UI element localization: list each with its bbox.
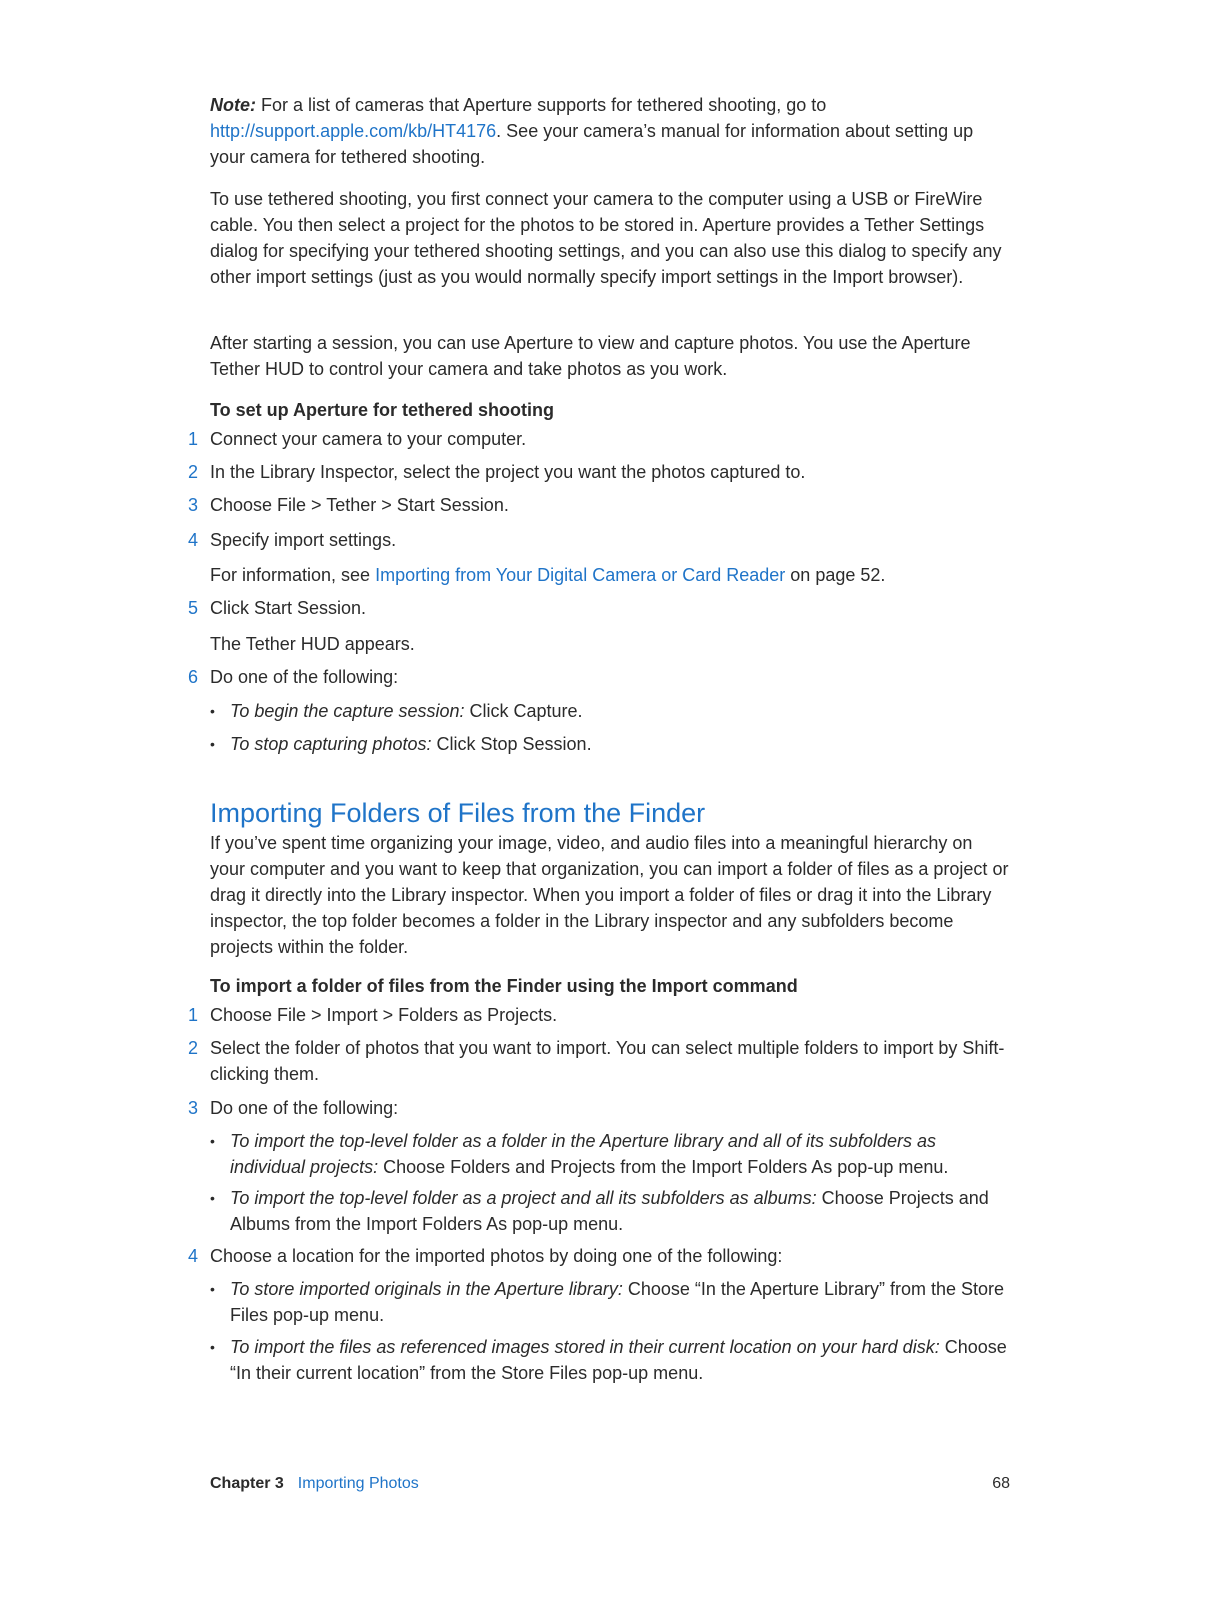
list-item [188,595,1010,621]
step-text: Specify import settings. [210,530,397,550]
step-result: The Tether HUD appears. [210,634,415,654]
section-title: Importing Folders of Files from the Finder [210,798,706,828]
bullet-text: Click Stop Session. [436,734,592,754]
bullet-text: Choose Projects and Albums from the Import Folders As pop-up menu. [230,1188,989,1234]
bullet-italic: To import the files as referenced images stored in their current location on your hard disk: [230,1337,940,1357]
page-footer [210,1474,1010,1494]
bullet-text: Click Capture. [469,701,583,721]
step-info [210,562,1010,588]
bullet-italic: To begin the capture session: [230,701,465,721]
page-number: 68 [992,1475,1010,1492]
step-number: 3 [188,1098,199,1118]
info-text-after: on page 52. [790,565,886,585]
bullet-item [210,1334,1010,1386]
task-heading: To import a folder of files from the Finder using the Import command [210,976,798,996]
camera-import-link[interactable]: Importing from Your Digital Camera or Card Reader [375,565,786,585]
step-text: Choose a location for the imported photos by doing one of the following: [210,1246,783,1266]
task-heading: To set up Aperture for tethered shooting [210,400,555,420]
step-number: 2 [188,462,199,482]
info-text: For information, see [210,565,371,585]
bullet-text: Choose “In the Aperture Library” from the Store Files pop-up menu. [230,1279,1005,1325]
note-text-after: . See your camera’s manual for information about setting up your camera for tethered shooting. [210,121,974,167]
step-text: Connect your camera to your computer. [210,429,527,449]
note-label: Note: [210,95,256,115]
section-intro: If you’ve spent time organizing your image, video, and audio files into a meaningful hierarchy on your computer and you want to keep that organization, you can import a folder of files as a project or drag it directly into the Library inspector. When you import a folder of files or drag it into the Library inspector, the top folder becomes a folder in the Library inspector and any subfolders become projects within the folder. [210,833,1009,957]
step-number: 1 [188,429,199,449]
bullet-dot: • [210,1281,215,1297]
chapter-title-link[interactable]: Importing Photos [297,1475,419,1492]
bullet-text: Choose “In their current location” from the Store Files pop-up menu. [230,1337,1007,1383]
list-item [188,1035,1010,1087]
step-number: 1 [188,1005,199,1025]
bullet-dot: • [210,1339,215,1355]
step-text: Choose File > Tether > Start Session. [210,495,509,515]
bullet-dot: • [210,736,215,752]
step-number: 3 [188,495,199,515]
bullet-italic: To stop capturing photos: [230,734,432,754]
list-item [188,1095,1010,1121]
body-paragraph: After starting a session, you can use Aperture to view and capture photos. You use the Aperture Tether HUD to control your camera and take photos as you work. [210,333,971,379]
list-item [188,1243,1010,1269]
bullet-item [210,731,1010,757]
bullet-dot: • [210,1190,215,1206]
step-text: Select the folder of photos that you want to import. You can select multiple folders to import by Shift-clicking them. [210,1038,1005,1084]
step-text: In the Library Inspector, select the project you want the photos captured to. [210,462,806,482]
body-paragraph: To use tethered shooting, you first connect your camera to the computer using a USB or FireWire cable. You then select a project for the photos to be stored in. Aperture provides a Tether Settings dialog for specifying your tethered shooting settings, and you can also use this dialog to specify any other import settings (just as you would normally specify import settings in the Import browser). [210,189,1002,287]
bullet-italic: To import the top-level folder as a project and all its subfolders as albums: [230,1188,817,1208]
step-text: Do one of the following: [210,1098,399,1118]
bullet-dot: • [210,1133,215,1149]
bullet-item [210,1276,1010,1328]
step-text: Do one of the following: [210,667,399,687]
step-number: 6 [188,667,199,687]
bullet-dot: • [210,703,215,719]
bullet-text: Choose Folders and Projects from the Import Folders As pop-up menu. [383,1157,949,1177]
bullet-item [210,1185,1010,1237]
list-item [188,664,1010,690]
bullet-item [210,698,1010,724]
note-paragraph [210,92,1010,170]
bullet-item [210,1128,1010,1180]
step-text: Click Start Session. [210,598,367,618]
list-item [188,527,1010,553]
step-text: Choose File > Import > Folders as Projects. [210,1005,558,1025]
support-link[interactable]: http://support.apple.com/kb/HT4176 [210,121,497,141]
step-number: 4 [188,1246,199,1266]
list-item [188,426,1010,452]
bullet-italic: To import the top-level folder as a folder in the Aperture library and all of its subfolders as individual projects: [230,1131,937,1177]
note-text: For a list of cameras that Aperture supports for tethered shooting, go to [261,95,827,115]
step-number: 2 [188,1038,199,1058]
bullet-italic: To store imported originals in the Aperture library: [230,1279,623,1299]
list-item [188,1002,1010,1028]
list-item [188,492,1010,518]
list-item [188,459,1010,485]
step-number: 4 [188,530,199,550]
step-number: 5 [188,598,199,618]
chapter-label: Chapter 3 [210,1475,284,1492]
